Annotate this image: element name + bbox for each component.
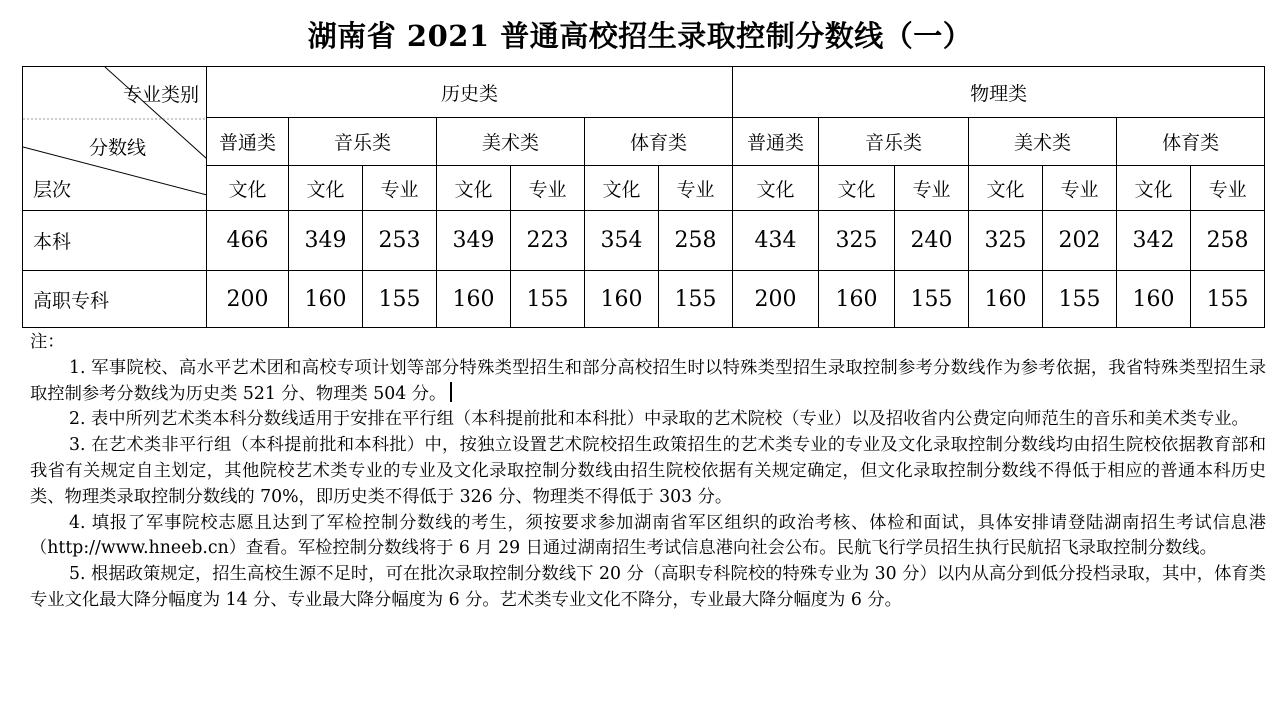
note-item-3: 3. 在艺术类非平行组（本科提前批和本科批）中，按独立设置艺术院校招生政策招生的艺术类专业的专业及文化录取控制分数线均由招生院校依据教育部和我省有关规定自主划定，其他院校艺术类专业的专业及文化录取控制分数线由招生院校依据有关规定确定，但文化录取控制分数线不得低于相应的普通本科历史类、物理类录取控制分数线的 70%，即历史类不得低于 326 分、物理类不得低于 303 分。 bbox=[30, 435, 1266, 507]
score-cell: 160 bbox=[585, 271, 659, 328]
subgroup-header: 体育类 bbox=[585, 118, 733, 166]
score-cell: 202 bbox=[1043, 211, 1117, 271]
column-header: 文化 bbox=[733, 166, 819, 211]
score-cell: 155 bbox=[511, 271, 585, 328]
score-cell: 434 bbox=[733, 211, 819, 271]
score-cell: 160 bbox=[819, 271, 895, 328]
subgroup-header: 美术类 bbox=[437, 118, 585, 166]
column-header: 专业 bbox=[895, 166, 969, 211]
group-header-history: 历史类 bbox=[207, 67, 733, 118]
text-cursor bbox=[450, 382, 452, 402]
score-cell: 342 bbox=[1117, 211, 1191, 271]
score-cell: 160 bbox=[437, 271, 511, 328]
column-header: 文化 bbox=[289, 166, 363, 211]
notes-heading: 注： bbox=[30, 332, 65, 352]
column-header: 专业 bbox=[659, 166, 733, 211]
score-cell: 349 bbox=[289, 211, 363, 271]
score-cell: 325 bbox=[819, 211, 895, 271]
score-cell: 155 bbox=[659, 271, 733, 328]
note-text: 1. 军事院校、高水平艺术团和高校专项计划等部分特殊类型招生和部分高校招生时以特殊类型招生录取控制参考分数线作为参考依据，我省特殊类型招生录取控制参考分数线为历史类 521 分、物理类 504 分。 bbox=[30, 357, 1266, 404]
score-cell: 155 bbox=[1043, 271, 1117, 328]
score-cell: 200 bbox=[207, 271, 289, 328]
note-item-1 bbox=[30, 356, 1266, 408]
notes-section bbox=[30, 330, 1266, 614]
row-label: 高职专科 bbox=[23, 271, 207, 328]
group-header-physics: 物理类 bbox=[733, 67, 1265, 118]
subgroup-header: 体育类 bbox=[1117, 118, 1265, 166]
subgroup-header: 音乐类 bbox=[819, 118, 969, 166]
subgroup-header: 普通类 bbox=[733, 118, 819, 166]
score-cell: 240 bbox=[895, 211, 969, 271]
column-header: 文化 bbox=[585, 166, 659, 211]
table-corner-header bbox=[23, 67, 207, 211]
score-table bbox=[22, 66, 1265, 328]
column-header: 文化 bbox=[437, 166, 511, 211]
table-row bbox=[23, 211, 1265, 271]
score-cell: 258 bbox=[1191, 211, 1265, 271]
column-header: 专业 bbox=[1191, 166, 1265, 211]
column-header: 文化 bbox=[819, 166, 895, 211]
score-cell: 155 bbox=[363, 271, 437, 328]
score-cell: 155 bbox=[1191, 271, 1265, 328]
score-cell: 253 bbox=[363, 211, 437, 271]
score-cell: 200 bbox=[733, 271, 819, 328]
corner-label-level: 层次 bbox=[33, 179, 72, 201]
score-cell: 325 bbox=[969, 211, 1043, 271]
note-item-4: 4. 填报了军事院校志愿且达到了军检控制分数线的考生，须按要求参加湖南省军区组织的政治考核、体检和面试，具体安排请登陆湖南招生考试信息港（http://www.hneeb.cn）查看。军检控制分数线将于 6 月 29 日通过湖南招生考试信息港向社会公布。民航飞行学员招生执行民航招飞录取控制分数线。 bbox=[30, 512, 1266, 559]
column-header: 文化 bbox=[1117, 166, 1191, 211]
page-title: 湖南省 2021 普通高校招生录取控制分数线（一） bbox=[307, 19, 973, 53]
note-item-5: 5. 根据政策规定，招生高校生源不足时，可在批次录取控制分数线下 20 分（高职专科院校的特殊专业为 30 分）以内从高分到低分投档录取，其中，体育类专业文化最大降分幅度为 14 分、专业最大降分幅度为 6 分。艺术类专业文化不降分，专业最大降分幅度为 6 分。 bbox=[30, 564, 1266, 610]
note-item-2: 2. 表中所列艺术类本科分数线适用于安排在平行组（本科提前批和本科批）中录取的艺术院校（专业）以及招收省内公费定向师范生的音乐和美术类专业。 bbox=[69, 409, 1249, 430]
score-cell: 160 bbox=[289, 271, 363, 328]
subgroup-header: 美术类 bbox=[969, 118, 1117, 166]
subgroup-header: 普通类 bbox=[207, 118, 289, 166]
corner-label-major-category: 专业类别 bbox=[123, 84, 200, 106]
score-cell: 349 bbox=[437, 211, 511, 271]
score-cell: 160 bbox=[1117, 271, 1191, 328]
column-header: 专业 bbox=[1043, 166, 1117, 211]
score-cell: 466 bbox=[207, 211, 289, 271]
table-row bbox=[23, 271, 1265, 328]
corner-label-score-line: 分数线 bbox=[89, 137, 147, 159]
score-cell: 354 bbox=[585, 211, 659, 271]
score-cell: 258 bbox=[659, 211, 733, 271]
score-cell: 223 bbox=[511, 211, 585, 271]
subgroup-header: 音乐类 bbox=[289, 118, 437, 166]
row-label: 本科 bbox=[23, 211, 207, 271]
column-header: 文化 bbox=[207, 166, 289, 211]
column-header: 专业 bbox=[511, 166, 585, 211]
column-header: 文化 bbox=[969, 166, 1043, 211]
score-cell: 155 bbox=[895, 271, 969, 328]
column-header: 专业 bbox=[363, 166, 437, 211]
score-cell: 160 bbox=[969, 271, 1043, 328]
